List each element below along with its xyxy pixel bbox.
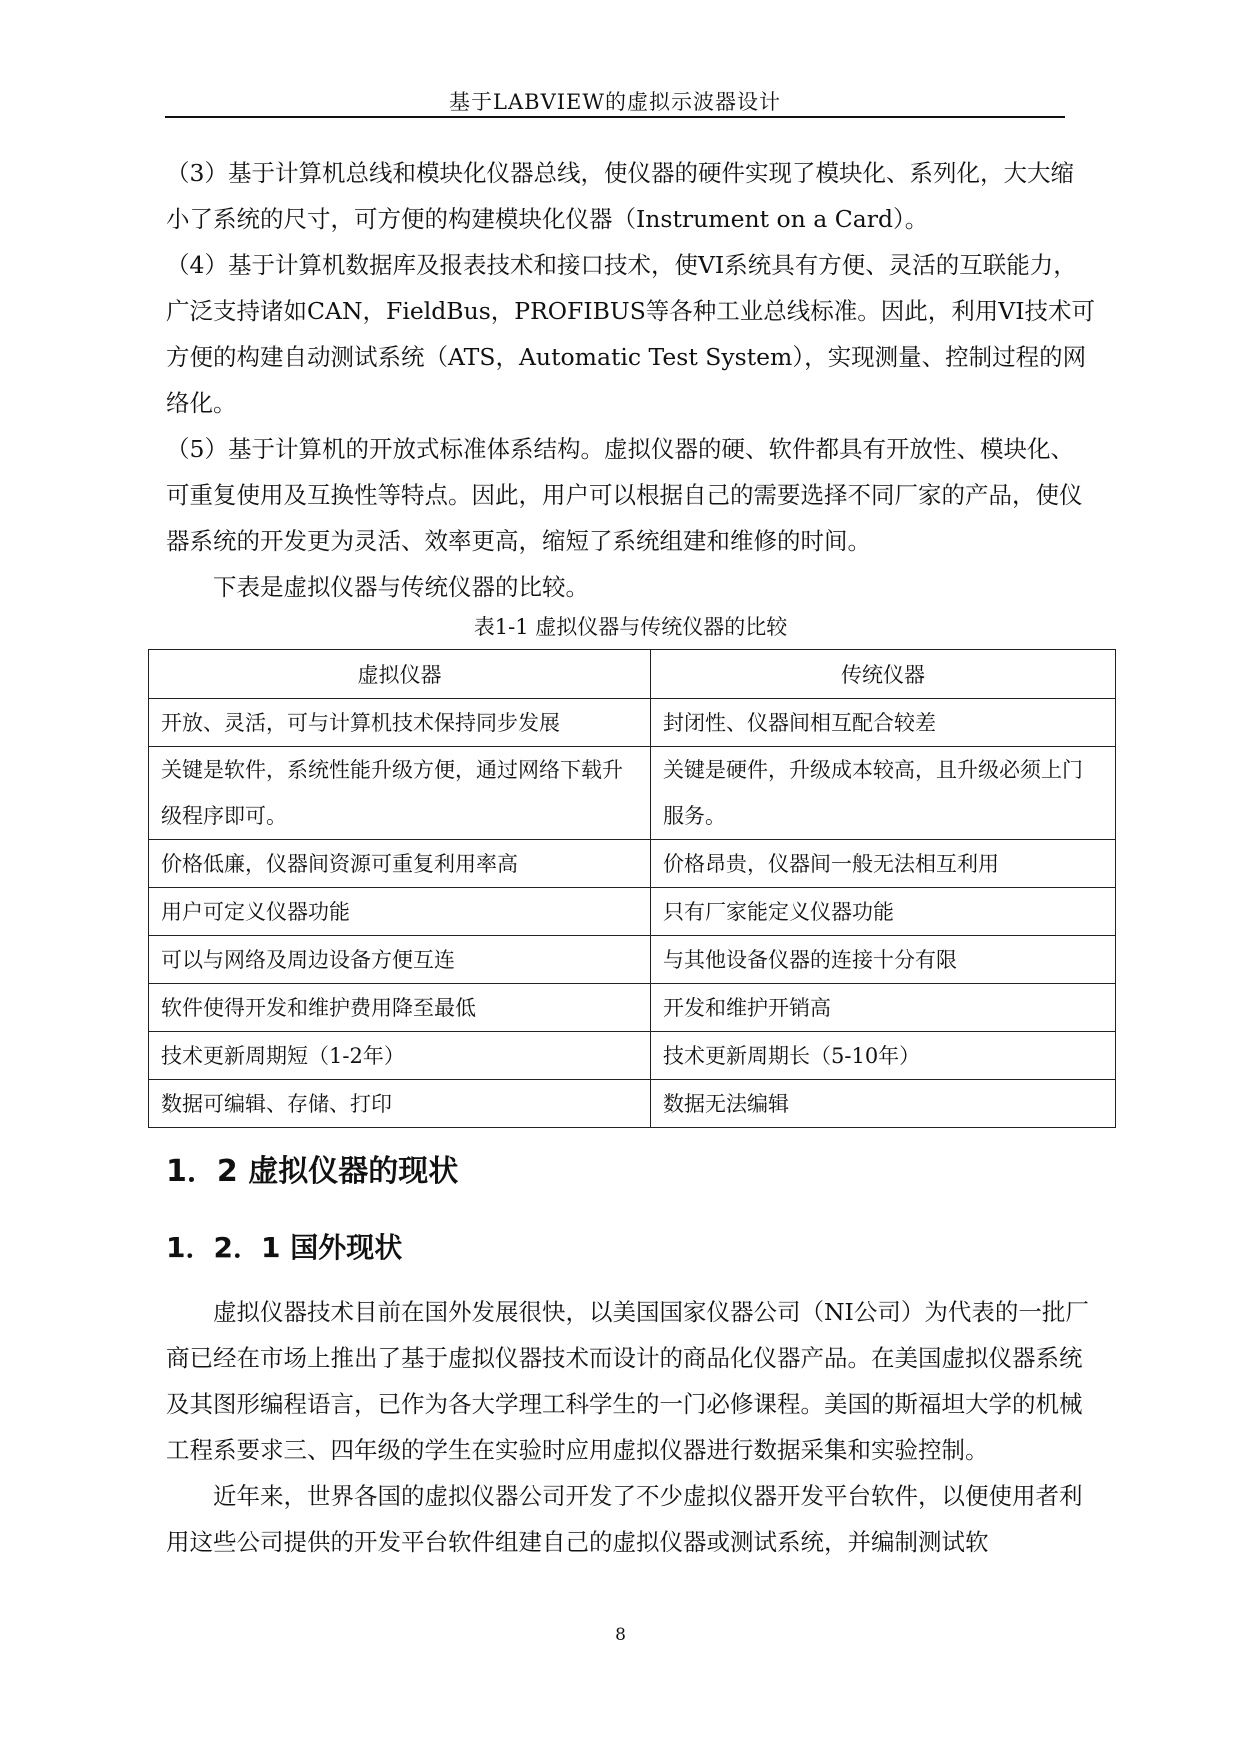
paragraph-item-5: （5）基于计算机的开放式标准体系结构。虚拟仪器的硬、软件都具有开放性、模块化、可重复使用及互换性等特点。因此，用户可以根据自己的需要选择不同厂家的产品，使仪器系统的开发更为灵活、效率更高，缩短了系统组建和维修的时间。 [166, 435, 1083, 555]
table-row [149, 936, 1116, 984]
table-cell: 价格昂贵，仪器间一般无法相互利用 [651, 840, 1116, 888]
table-row [149, 747, 1116, 840]
table-row [149, 699, 1116, 747]
paragraph-item-4: （4）基于计算机数据库及报表技术和接口技术，使VI系统具有方便、灵活的互联能力，广泛支持诸如CAN，FieldBus，PROFIBUS等各种工业总线标准。因此，利用VI技术可方便的构建自动测试系统（ATS，Automatic Test System），实现测量、控制过程的网络化。 [166, 251, 1096, 417]
body-text-bottom [166, 1289, 1096, 1565]
running-header: 基于LABVIEW的虚拟示波器设计 [449, 90, 781, 114]
table-cell: 开发和维护开销高 [651, 984, 1116, 1032]
table-cell: 数据无法编辑 [651, 1080, 1116, 1128]
table-cell: 技术更新周期长（5-10年） [651, 1032, 1116, 1080]
table-cell: 可以与网络及周边设备方便互连 [149, 936, 651, 984]
table-cell: 封闭性、仪器间相互配合较差 [651, 699, 1116, 747]
comparison-table [148, 649, 1116, 1128]
table-cell: 只有厂家能定义仪器功能 [651, 888, 1116, 936]
table-cell: 用户可定义仪器功能 [149, 888, 651, 936]
table-cell: 软件使得开发和维护费用降至最低 [149, 984, 651, 1032]
paragraph-recent-years: 近年来，世界各国的虚拟仪器公司开发了不少虚拟仪器开发平台软件，以便使用者利用这些公司提供的开发平台软件组建自己的虚拟仪器或测试系统，并编制测试软 [166, 1482, 1083, 1556]
header-rule [165, 116, 1065, 118]
table-header-row [149, 650, 1116, 699]
table-row [149, 840, 1116, 888]
table-row [149, 1080, 1116, 1128]
subsection-heading: 1．2．1 国外现状 [166, 1231, 403, 1264]
table-cell: 开放、灵活，可与计算机技术保持同步发展 [149, 699, 651, 747]
paragraph-item-3: （3）基于计算机总线和模块化仪器总线，使仪器的硬件实现了模块化、系列化，大大缩小了系统的尺寸，可方便的构建模块化仪器（Instrument on a Card）。 [166, 159, 1074, 233]
section-heading: 1．2 虚拟仪器的现状 [166, 1154, 459, 1189]
table-cell: 价格低廉，仪器间资源可重复利用率高 [149, 840, 651, 888]
table-row [149, 888, 1116, 936]
table-header-virtual: 虚拟仪器 [149, 650, 651, 699]
table-row [149, 984, 1116, 1032]
table-cell: 关键是硬件，升级成本较高，且升级必须上门服务。 [651, 747, 1116, 840]
table-caption: 表1-1 虚拟仪器与传统仪器的比较 [473, 615, 788, 639]
table-cell: 数据可编辑、存储、打印 [149, 1080, 651, 1128]
page-number: 8 [615, 1625, 626, 1645]
paragraph-foreign-status: 虚拟仪器技术目前在国外发展很快，以美国国家仪器公司（NI公司）为代表的一批厂商已经在市场上推出了基于虚拟仪器技术而设计的商品化仪器产品。在美国虚拟仪器系统及其图形编程语言，已作为各大学理工科学生的一门必修课程。美国的斯福坦大学的机械工程系要求三、四年级的学生在实验时应用虚拟仪器进行数据采集和实验控制。 [166, 1298, 1089, 1464]
body-text-top [166, 150, 1096, 610]
paragraph-table-intro: 下表是虚拟仪器与传统仪器的比较。 [213, 573, 589, 601]
table-cell: 关键是软件，系统性能升级方便，通过网络下载升级程序即可。 [149, 747, 651, 840]
table-cell: 技术更新周期短（1-2年） [149, 1032, 651, 1080]
table-header-traditional: 传统仪器 [651, 650, 1116, 699]
table-row [149, 1032, 1116, 1080]
table-cell: 与其他设备仪器的连接十分有限 [651, 936, 1116, 984]
